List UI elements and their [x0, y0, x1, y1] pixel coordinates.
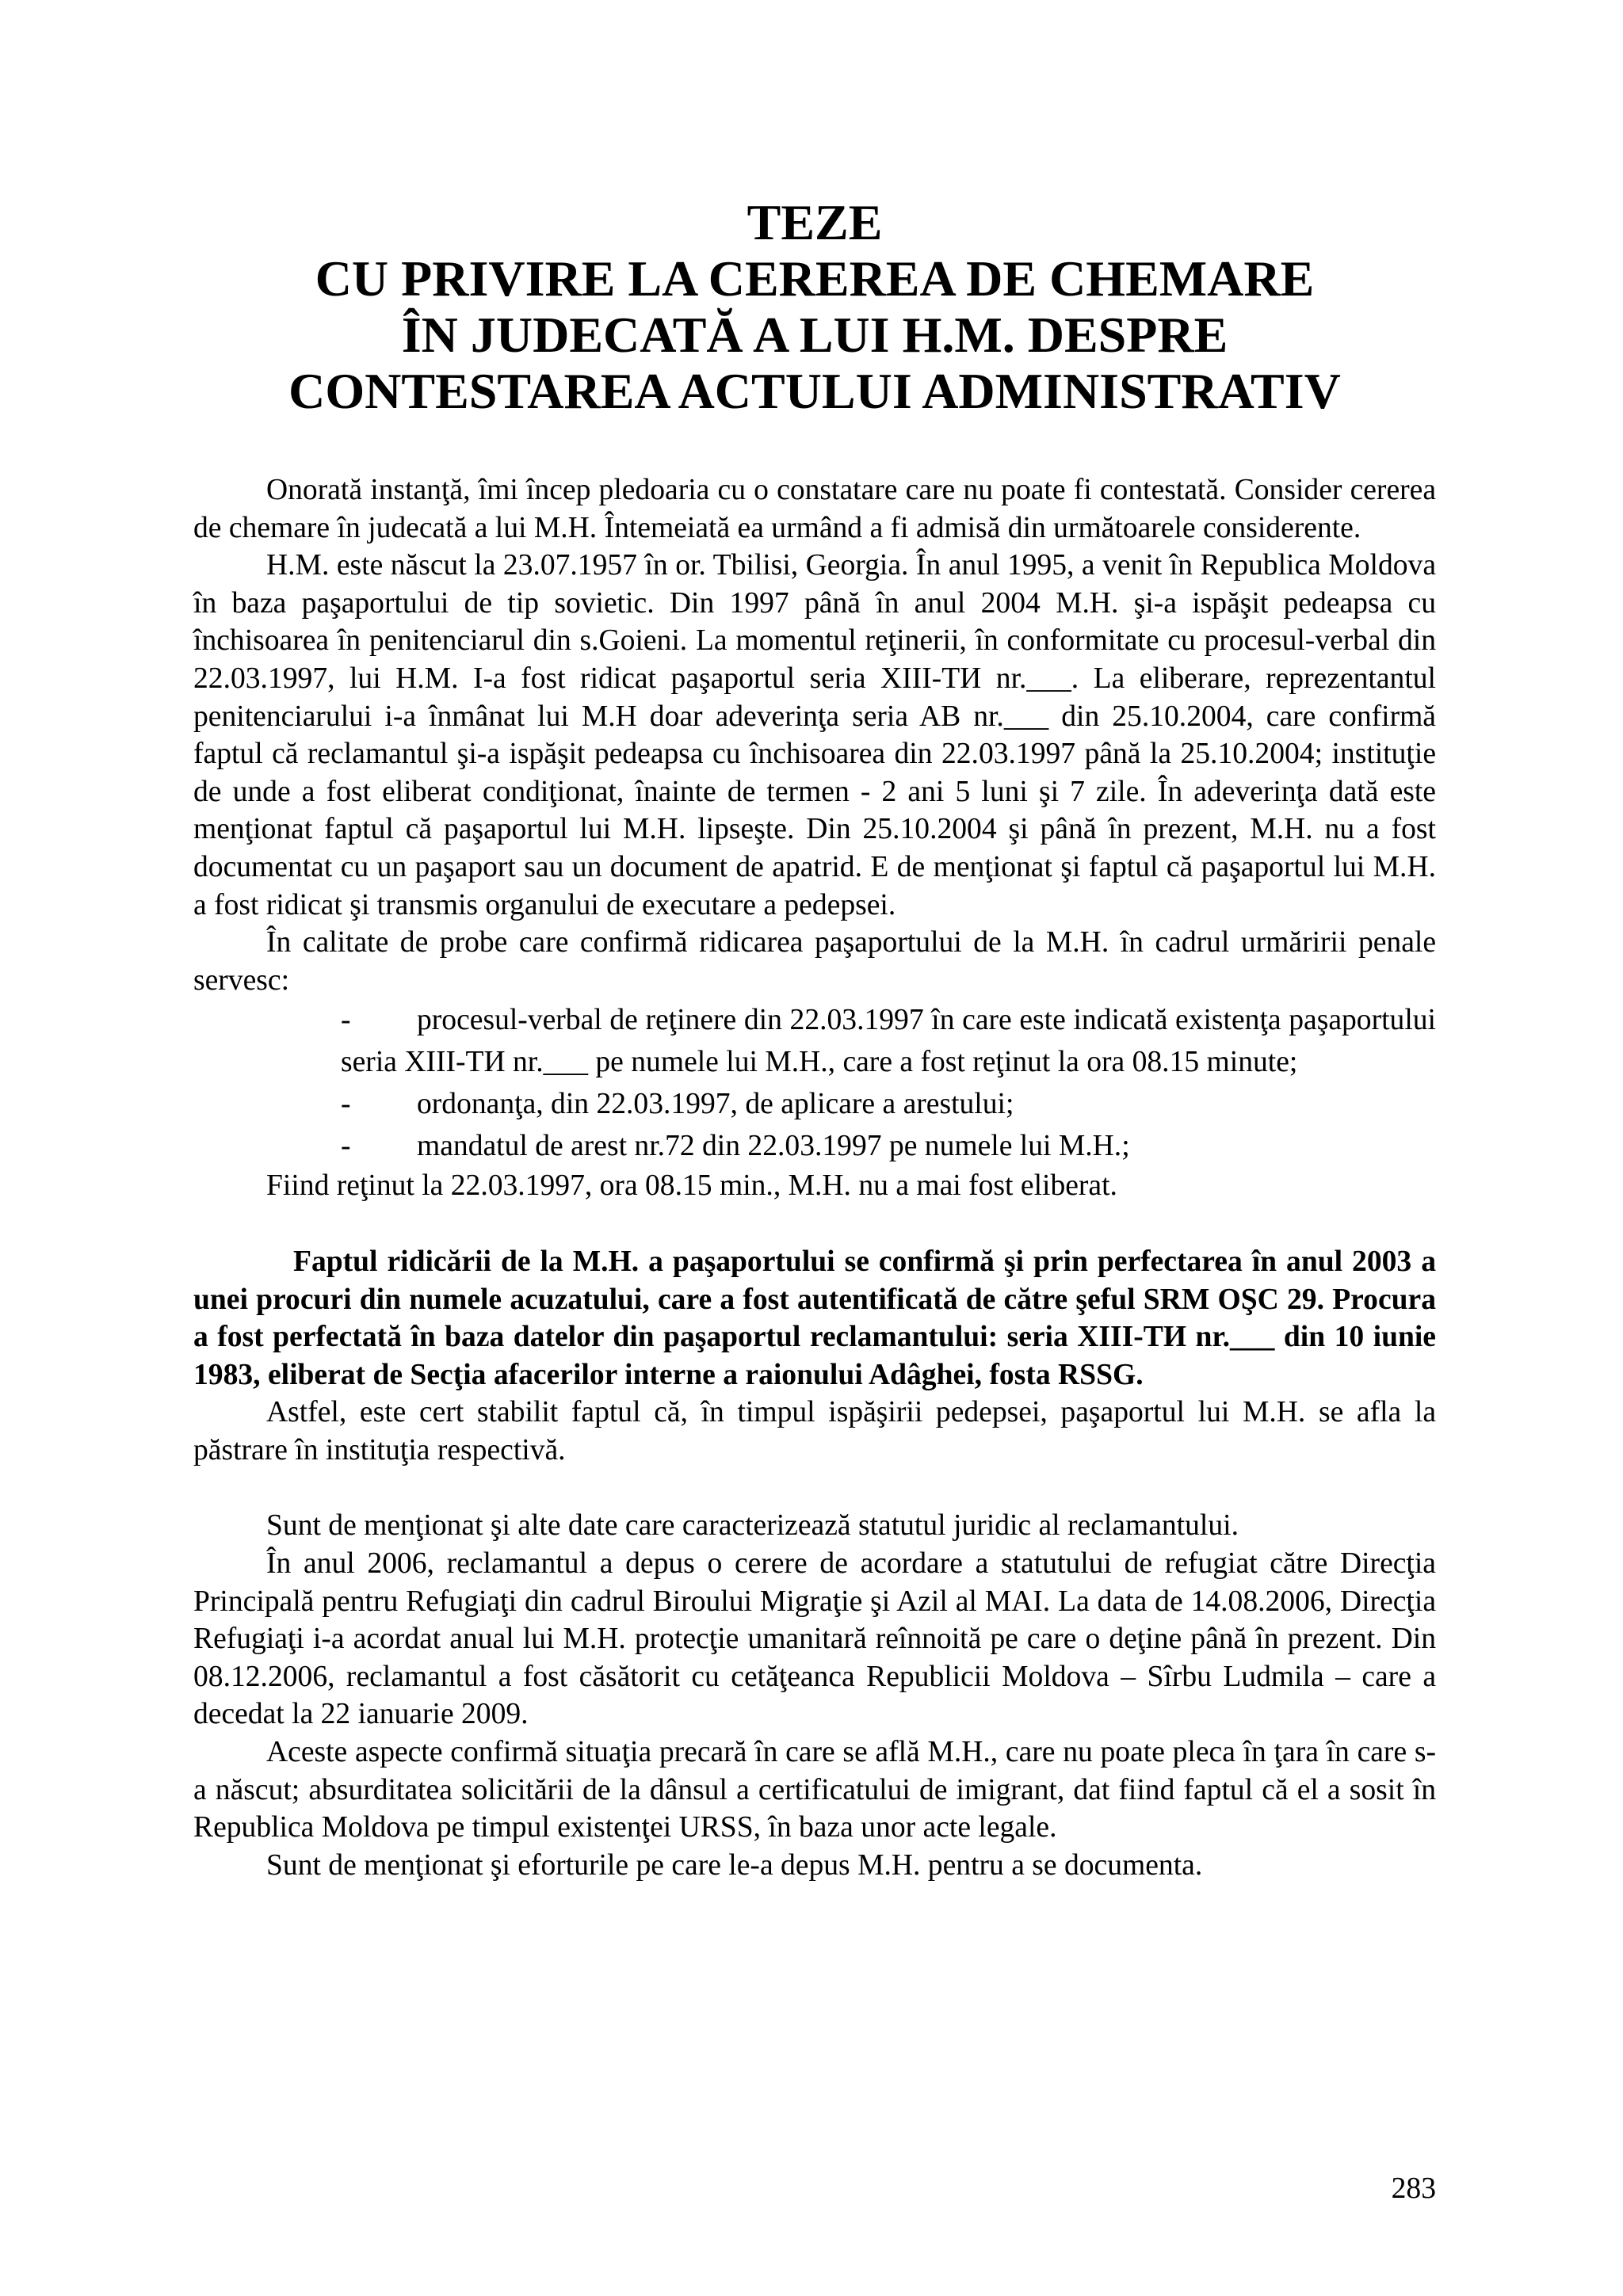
evidence-list	[193, 999, 1436, 1167]
list-marker: -	[341, 1130, 351, 1163]
spacer	[193, 1469, 1436, 1507]
list-item-text: procesul-verbal de reţinere din 22.03.1997 în care este indicată existenţa paşaportului seria XIII-ТИ nr.___ pe numele lui M.H., care a fost reţinut la ora 08.15 minute;	[341, 1004, 1436, 1079]
paragraph-precarious: Aceste aspecte confirmă situaţia precară în care se află M.H., care nu poate pleca în ţara în care s-a născut; absurditatea solicitării de la dânsul a certificatului de imigrant, dat fiind faptul că el a sosit în Republica Moldova pe timpul existenţei URSS, în baza unor acte legale.	[193, 1736, 1436, 1844]
list-marker: -	[341, 1088, 351, 1121]
list-item	[341, 999, 1436, 1083]
paragraph-legal-status: Sunt de menţionat şi alte date care caracterizează statutul juridic al reclamantului.	[266, 1509, 1239, 1543]
paragraph-detention: Fiind reţinut la 22.03.1997, ora 08.15 min., M.H. nu a mai fost eliberat.	[266, 1169, 1117, 1203]
document-title	[193, 194, 1436, 419]
paragraph-refugee: În anul 2006, reclamantul a depus o cerere de acordare a statutului de refugiat către Direcţia Principală pentru Refugiaţi din cadrul Biroului Migraţie şi Azil al MAI. La data de 14.08.2006, Direcţia Refugiaţi i-a acordat anual lui M.H. protecţie umanitară reînnoită pe care o deţine până în prezent. Din 08.12.2006, reclamantul a fost căsătorit cu cetăţeanca Republicii Moldova – Sîrbu Ludmila – care a decedat la 22 ianuarie 2009.	[193, 1547, 1436, 1731]
list-item-text: ordonanţa, din 22.03.1997, de aplicare a arestului;	[417, 1088, 1014, 1121]
page-content	[193, 194, 1436, 1884]
paragraph-evidence-intro: În calitate de probe care confirmă ridicarea paşaportului de la M.H. în cadrul urmăririi penale servesc:	[193, 926, 1436, 997]
list-marker: -	[341, 1004, 351, 1037]
title-line-2: CU PRIVIRE LA CEREREA DE CHEMARE	[315, 250, 1315, 307]
title-line-3: ÎN JUDECATĂ A LUI H.M. DESPRE	[401, 307, 1228, 363]
spacer	[193, 1205, 1436, 1243]
paragraph-intro: Onorată instanţă, îmi încep pledoaria cu o constatare care nu poate fi contestată. Consider cererea de chemare în judecată a lui M.H. Întemeiată ea urmând a fi admisă din următoarele considerente.	[193, 474, 1436, 544]
paragraph-efforts: Sunt de menţionat şi eforturile pe care le-a depus M.H. pentru a se documenta.	[266, 1848, 1203, 1882]
list-item-text: mandatul de arest nr.72 din 22.03.1997 pe numele lui M.H.;	[417, 1130, 1130, 1163]
paragraph-proxy-bold: Faptul ridicării de la M.H. a paşaportului se confirmă şi prin perfectarea în anul 2003 a unei procuri din numele acuzatului, care a fost autentificată de către şeful SRM OŞC 29. Procura a fost perfectată în baza datelor din paşaportul reclamantului: seria XIII-ТИ nr.___ din 10 iunie 1983, eliberat de Secţia afacerilor interne a raionului Adâghei, fosta RSSG.	[193, 1245, 1436, 1391]
list-item	[341, 1125, 1436, 1167]
paragraph-facts: H.M. este născut la 23.07.1957 în or. Tbilisi, Georgia. În anul 1995, a venit în Republica Moldova în baza paşaportului de tip sovietic. Din 1997 până în anul 2004 M.H. şi-a ispăşit pedeapsa cu închisoarea în penitenciarul din s.Goieni. La momentul reţinerii, în conformitate cu procesul-verbal din 22.03.1997, lui H.M. I-a fost ridicat paşaportul seria XIII-ТИ nr.___. La eliberare, reprezentantul penitenciarului i-a înmânat lui M.H doar adeverinţa seria AB nr.___ din 25.10.2004, care confirmă faptul că reclamantul şi-a ispăşit pedeapsa cu închisoarea din 22.03.1997 până la 25.10.2004; instituţie de unde a fost eliberat condiţionat, înainte de termen - 2 ani 5 luni şi 7 zile. În adeverinţa dată este menţionat faptul că paşaportul lui M.H. lipseşte. Din 25.10.2004 şi până în prezent, M.H. nu a fost documentat cu un paşaport sau un document de apatrid. E de menţionat şi faptul că paşaportul lui M.H. a fost ridicat şi transmis organului de executare a pedepsei.	[193, 549, 1436, 921]
document-body	[193, 471, 1436, 1884]
page-number: 283	[1391, 2172, 1436, 2205]
title-line-4: CONTESTAREA ACTULUI ADMINISTRATIV	[288, 363, 1341, 419]
paragraph-conclusion: Astfel, este cert stabilit faptul că, în timpul ispăşirii pedepsei, paşaportul lui M.H. se afla la păstrare în instituţia respectivă.	[193, 1396, 1436, 1466]
title-line-1: TEZE	[747, 194, 883, 250]
list-item	[341, 1083, 1436, 1125]
